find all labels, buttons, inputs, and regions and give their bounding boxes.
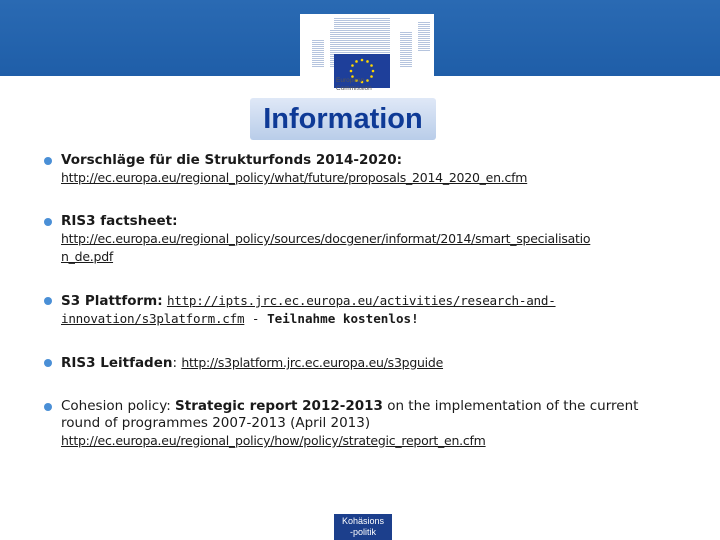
logo-stripe bbox=[400, 32, 412, 33]
logo-stripe bbox=[334, 30, 390, 31]
logo-stripe bbox=[334, 18, 390, 19]
logo-caption bbox=[336, 77, 416, 92]
item-link[interactable]: http://ec.europa.eu/regional_policy/what/future/proposals_2014_2020_en.cfm bbox=[61, 170, 528, 185]
logo-stripe bbox=[400, 50, 412, 51]
item-label: Vorschläge für die Strukturfonds 2014-2020: bbox=[61, 152, 402, 168]
logo-stripe bbox=[312, 60, 324, 61]
logo-stripe bbox=[418, 50, 430, 51]
item-suffix: Teilnahme kostenlos! bbox=[267, 311, 419, 326]
item-link[interactable]: http://ec.europa.eu/regional_policy/how/policy/strategic_report_en.cfm bbox=[61, 433, 486, 448]
logo-stripe bbox=[334, 36, 390, 37]
item-link-line1[interactable]: http://ec.europa.eu/regional_policy/sources/docgener/informat/2014/smart_specialisatio bbox=[61, 231, 591, 246]
star-icon bbox=[351, 64, 354, 67]
logo-stripe bbox=[418, 24, 430, 25]
star-icon bbox=[361, 59, 364, 62]
logo-stripe bbox=[312, 58, 324, 59]
logo-stripe bbox=[418, 32, 430, 33]
item-text-before: Cohesion policy: bbox=[61, 398, 176, 414]
star-icon bbox=[355, 60, 358, 63]
logo-stripe bbox=[418, 34, 430, 35]
logo-stripe bbox=[334, 34, 390, 35]
list-item bbox=[40, 354, 700, 372]
logo-stripe bbox=[312, 62, 324, 63]
logo-stripe bbox=[312, 64, 324, 65]
logo-stripe bbox=[418, 44, 430, 45]
item-text-after: on the implementation of the current bbox=[382, 398, 639, 414]
logo-stripe bbox=[334, 50, 390, 51]
logo-stripe bbox=[400, 58, 412, 59]
logo-stripe bbox=[334, 28, 390, 29]
logo-stripe bbox=[400, 40, 412, 41]
logo-stripe bbox=[400, 42, 412, 43]
logo-stripe bbox=[334, 40, 390, 41]
logo-stripe bbox=[312, 48, 324, 49]
logo-stripe bbox=[400, 48, 412, 49]
logo-stripe bbox=[418, 28, 430, 29]
logo-stripe bbox=[334, 22, 390, 23]
logo-stripe bbox=[334, 46, 390, 47]
logo-stripe bbox=[418, 48, 430, 49]
logo-stripe bbox=[334, 42, 390, 43]
bullet-dot-icon bbox=[44, 297, 52, 305]
star-icon bbox=[372, 70, 375, 73]
logo-stripe bbox=[400, 62, 412, 63]
bullet-dot-icon bbox=[44, 403, 52, 411]
logo-stripe bbox=[312, 56, 324, 57]
logo-stripe bbox=[312, 52, 324, 53]
list-item bbox=[40, 152, 700, 187]
item-colon: : bbox=[172, 355, 182, 371]
logo-caption-line1: European bbox=[336, 77, 365, 84]
item-text-line2: round of programmes 2007-2013 (April 2013) bbox=[61, 415, 371, 431]
item-label: RIS3 Leitfaden bbox=[61, 355, 173, 371]
logo-stripe bbox=[418, 46, 430, 47]
logo-stripe bbox=[400, 54, 412, 55]
item-link[interactable]: http://s3platform.jrc.ec.europa.eu/s3pguide bbox=[181, 355, 444, 370]
star-icon bbox=[350, 70, 353, 73]
page-title: Information bbox=[250, 98, 436, 140]
badge-line1: Kohäsions bbox=[341, 516, 385, 526]
logo-stripe bbox=[418, 42, 430, 43]
logo-stripe bbox=[334, 38, 390, 39]
item-link-line2[interactable]: n_de.pdf bbox=[61, 249, 114, 264]
badge-line2: -politik bbox=[349, 527, 376, 537]
logo-stripe bbox=[400, 44, 412, 45]
logo-stripe bbox=[312, 46, 324, 47]
logo-stripe bbox=[418, 26, 430, 27]
kohaesionspolitik-badge bbox=[334, 514, 392, 540]
logo-stripe bbox=[334, 48, 390, 49]
star-icon bbox=[370, 64, 373, 67]
item-link-line1[interactable]: http://ipts.jrc.ec.europa.eu/activities/research-and- bbox=[166, 293, 556, 308]
logo-stripe bbox=[418, 40, 430, 41]
logo-stripe bbox=[334, 32, 390, 33]
logo-stripe bbox=[312, 66, 324, 67]
item-label: RIS3 factsheet: bbox=[61, 213, 178, 229]
logo-stripe bbox=[418, 22, 430, 23]
list-item bbox=[40, 398, 700, 450]
logo-caption-line2: Commission bbox=[336, 84, 372, 92]
logo-stripe bbox=[400, 66, 412, 67]
logo-stripe bbox=[334, 52, 390, 53]
item-separator: - bbox=[244, 311, 268, 326]
logo-stripe bbox=[400, 46, 412, 47]
logo-stripe bbox=[312, 44, 324, 45]
logo-stripe bbox=[312, 54, 324, 55]
logo-stripe bbox=[400, 38, 412, 39]
logo-stripe bbox=[400, 36, 412, 37]
list-item bbox=[40, 292, 700, 328]
logo-stripe bbox=[400, 52, 412, 53]
logo-stripe bbox=[400, 56, 412, 57]
bullet-list bbox=[40, 152, 700, 450]
logo-stripe bbox=[400, 64, 412, 65]
bullet-dot-icon bbox=[44, 359, 52, 367]
logo-stripe bbox=[400, 34, 412, 35]
logo-stripe bbox=[418, 36, 430, 37]
list-item bbox=[40, 213, 700, 266]
logo-stripe bbox=[400, 60, 412, 61]
star-icon bbox=[366, 60, 369, 63]
logo-stripe bbox=[334, 44, 390, 45]
logo-stripe bbox=[418, 30, 430, 31]
logo-stripe bbox=[334, 26, 390, 27]
logo-stripe bbox=[334, 24, 390, 25]
bullet-dot-icon bbox=[44, 218, 52, 226]
logo-stripe bbox=[312, 42, 324, 43]
logo-stripe bbox=[418, 38, 430, 39]
item-bold-text: Strategic report 2012-2013 bbox=[175, 398, 383, 414]
bullet-dot-icon bbox=[44, 157, 52, 165]
item-label: S3 Plattform: bbox=[61, 293, 163, 309]
logo-stripe bbox=[334, 20, 390, 21]
logo-stripe bbox=[312, 50, 324, 51]
logo-stripe bbox=[312, 40, 324, 41]
item-link-line2[interactable]: innovation/s3platform.cfm bbox=[61, 311, 245, 326]
